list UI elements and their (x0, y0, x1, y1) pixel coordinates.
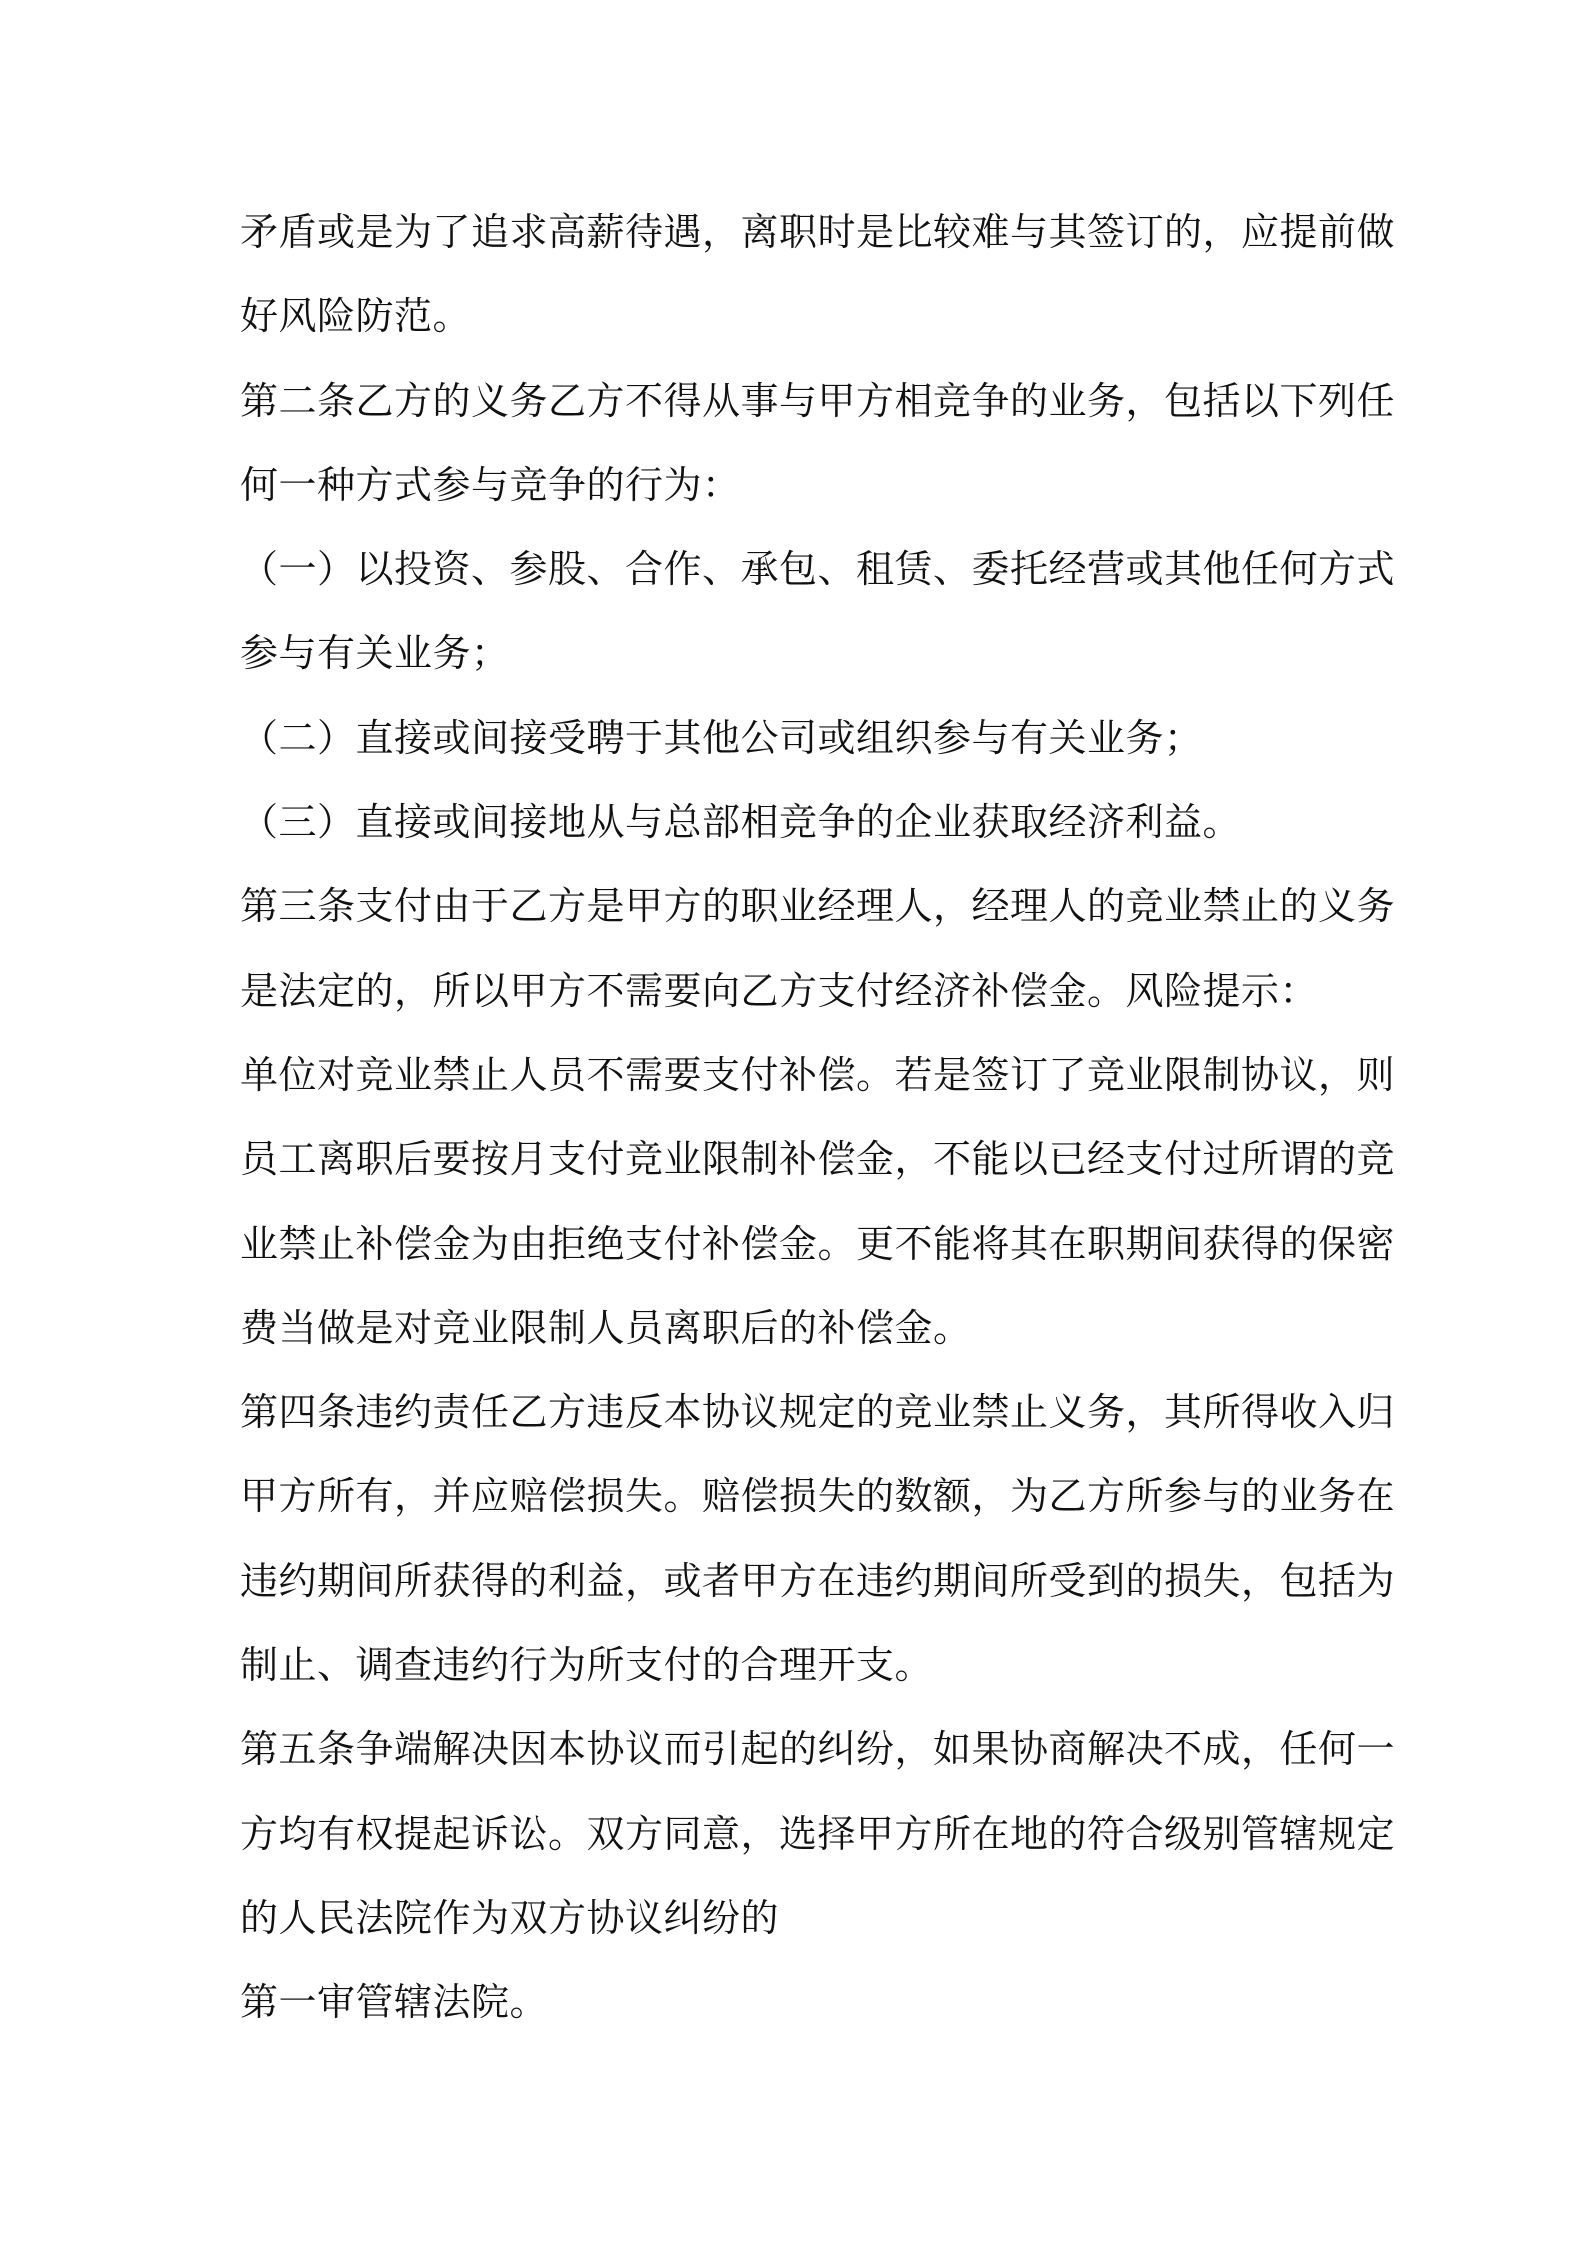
text-line-13: 业禁止补偿金为由拒绝支付补偿金。更不能将其在职期间获得的保密 (240, 1221, 1396, 1266)
text-line-19: 第五条争端解决因本协议而引起的纠纷，如果协商解决不成，任何一 (240, 1727, 1396, 1772)
text-line-12: 员工离职后要按月支付竞业限制补偿金，不能以已经支付过所谓的竞 (240, 1137, 1396, 1182)
text-line-22: 第一审管辖法院。 (240, 1980, 549, 2025)
text-line-1: 矛盾或是为了追求高薪待遇，离职时是比较难与其签订的，应提前做 (240, 210, 1396, 254)
text-line-17: 违约期间所获得的利益，或者甲方在违约期间所受到的损失，包括为 (240, 1558, 1396, 1603)
text-line-18: 制止、调查违约行为所支付的合理开支。 (240, 1643, 934, 1688)
text-line-14: 费当做是对竞业限制人员离职后的补偿金。 (240, 1305, 972, 1350)
text-line-6: 参与有关业务； (240, 631, 510, 676)
text-line-5: （一）以投资、参股、合作、承包、租赁、委托经营或其他任何方式 (240, 547, 1396, 592)
text-line-8: （三）直接或间接地从与总部相竞争的企业获取经济利益。 (240, 800, 1242, 845)
text-line-20: 方均有权提起诉讼。双方同意，选择甲方所在地的符合级别管辖规定 (240, 1811, 1396, 1856)
text-line-9: 第三条支付由于乙方是甲方的职业经理人，经理人的竞业禁止的义务 (240, 884, 1396, 929)
text-line-11: 单位对竞业禁止人员不需要支付补偿。若是签订了竞业限制协议，则 (240, 1052, 1396, 1097)
text-line-4: 何一种方式参与竞争的行为： (240, 462, 741, 507)
document-body (240, 190, 1396, 2045)
text-line-7: （二）直接或间接受聘于其他公司或组织参与有关业务； (240, 715, 1203, 760)
text-line-21: 的人民法院作为双方协议纠纷的 (240, 1895, 780, 1940)
text-line-3: 第二条乙方的义务乙方不得从事与甲方相竞争的业务，包括以下列任 (240, 378, 1396, 423)
text-line-2: 好风险防范。 (240, 294, 472, 339)
text-line-15: 第四条违约责任乙方违反本协议规定的竞业禁止义务，其所得收入归 (240, 1390, 1396, 1435)
text-line-10: 是法定的，所以甲方不需要向乙方支付经济补偿金。风险提示： (240, 968, 1319, 1013)
text-line-16: 甲方所有，并应赔偿损失。赔偿损失的数额，为乙方所参与的业务在 (240, 1474, 1396, 1519)
